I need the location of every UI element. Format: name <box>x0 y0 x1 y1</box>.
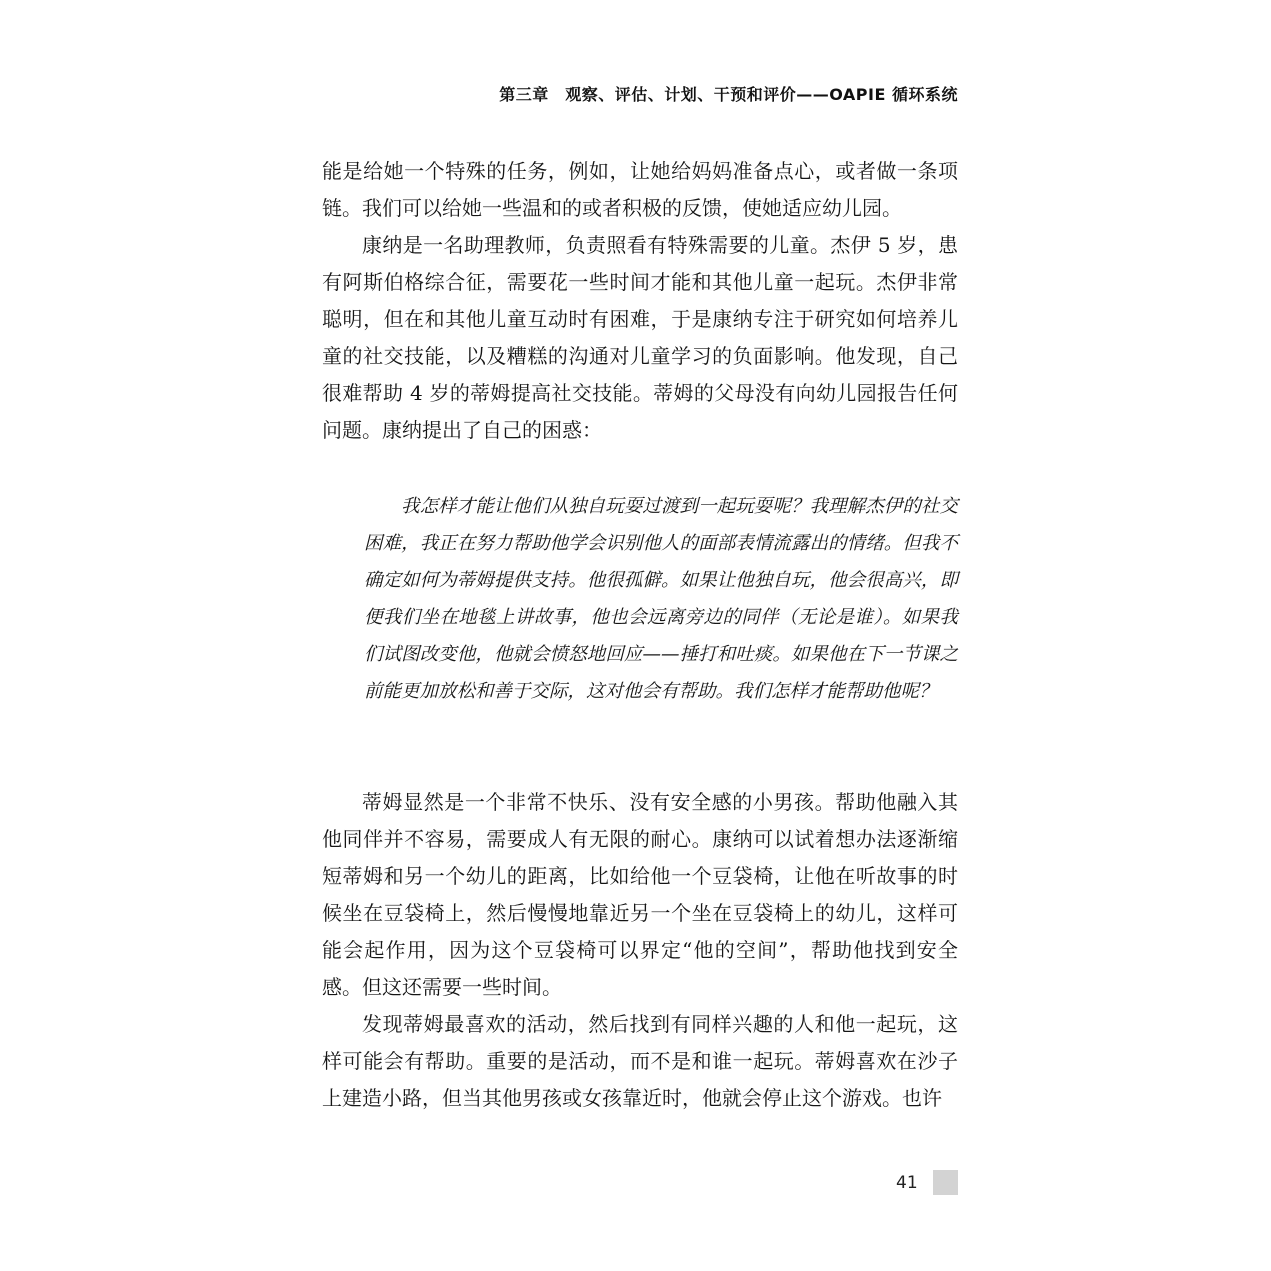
paragraph-connor-intro: 康纳是一名助理教师，负责照看有特殊需要的儿童。杰伊 5 岁，患有阿斯伯格综合征，需要花一些时间才能和其他儿童一起玩。杰伊非常聪明，但在和其他儿童互动时有困难，于是康纳专注于研究如何培养儿童的社交技能，以及糟糕的沟通对儿童学习的负面影响。他发现，自己很难帮助 4 岁的蒂姆提高社交技能。蒂姆的父母没有向幼儿园报告任何问题。康纳提出了自己的困惑： <box>322 233 958 442</box>
page-edge-tab <box>933 1170 958 1195</box>
body-text-top <box>322 153 958 449</box>
body-text-bottom <box>322 784 958 1117</box>
block-quote <box>364 488 958 710</box>
running-header: 第三章 观察、评估、计划、干预和评价——OAPIE 循环系统 <box>499 85 958 104</box>
paragraph-continuation: 能是给她一个特殊的任务，例如，让她给妈妈准备点心，或者做一条项链。我们可以给她一些温和的或者积极的反馈，使她适应幼儿园。 <box>322 159 958 220</box>
quote-text: 我怎样才能让他们从独自玩耍过渡到一起玩耍呢？我理解杰伊的社交困难，我正在努力帮助他学会识别他人的面部表情流露出的情绪。但我不确定如何为蒂姆提供支持。他很孤僻。如果让他独自玩，他会很高兴，即便我们坐在地毯上讲故事，他也会远离旁边的同伴（无论是谁）。如果我们试图改变他，他就会愤怒地回应——捶打和吐痰。如果他在下一节课之前能更加放松和善于交际，这对他会有帮助。我们怎样才能帮助他呢？ <box>364 496 958 702</box>
page-number: 41 <box>896 1173 918 1193</box>
paragraph-favorite-activity: 发现蒂姆最喜欢的活动，然后找到有同样兴趣的人和他一起玩，这样可能会有帮助。重要的是活动，而不是和谁一起玩。蒂姆喜欢在沙子上建造小路，但当其他男孩或女孩靠近时，他就会停止这个游戏。也许 <box>322 1012 958 1110</box>
paragraph-tim-analysis: 蒂姆显然是一个非常不快乐、没有安全感的小男孩。帮助他融入其他同伴并不容易，需要成人有无限的耐心。康纳可以试着想办法逐渐缩短蒂姆和另一个幼儿的距离，比如给他一个豆袋椅，让他在听故事的时候坐在豆袋椅上，然后慢慢地靠近另一个坐在豆袋椅上的幼儿，这样可能会起作用，因为这个豆袋椅可以界定“他的空间”，帮助他找到安全感。但这还需要一些时间。 <box>322 790 958 999</box>
